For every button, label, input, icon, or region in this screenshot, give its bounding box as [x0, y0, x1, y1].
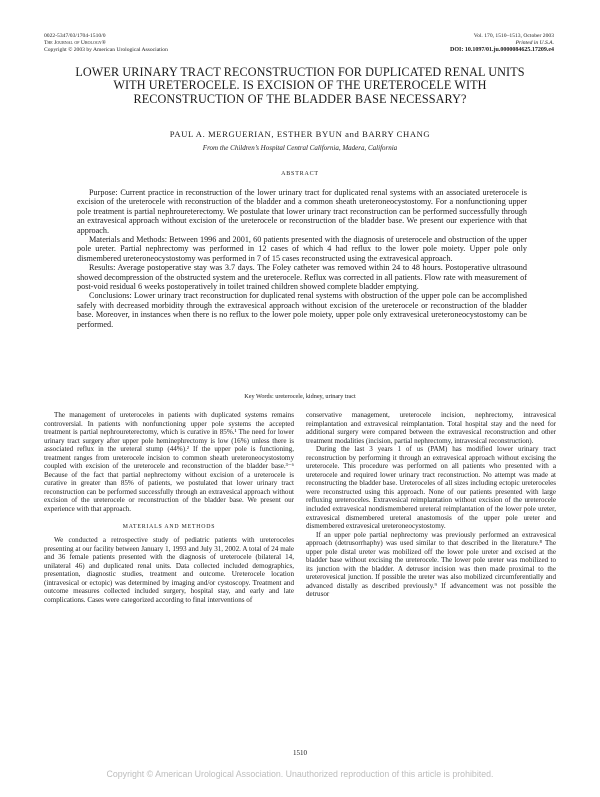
- abstract-heading: ABSTRACT: [281, 171, 319, 177]
- copyright-watermark: Copyright © American Urological Association. Unauthorized reproduction of this article is prohibited.: [106, 769, 494, 779]
- article-title: LOWER URINARY TRACT RECONSTRUCTION FOR DUPLICATED RENAL UNITS WITH URETEROCELE. IS EXCISION OF THE URETEROCELE WITH RECONSTRUCTION OF THE BLADDER BASE NECESSARY?: [75, 65, 525, 106]
- keywords-line: Key Words: ureterocele, kidney, urinary tract: [244, 393, 356, 400]
- methods-heading: MATERIALS AND METHODS: [122, 523, 216, 530]
- technique-paragraph: During the last 3 years 1 of us (PAM) has modified lower urinary tract reconstruction by performing it through an extravesical approach without excising the ureterocele. This procedure was performed on all patients who presented with a ureterocele and required lower urinary tract reconstruction. No attempt was made at reconstructing the bladder base. Ureteroceles of all sizes including ectopic ureteroceles were reconstructed using this approach. None of our patients presented with large refluxing ureteroceles. Extravesical reimplantation without excision of the ureterocele included extravesical nondismembered ureteral reimplantation of the lower pole ureter, extravesical dismembered ureteral anastomosis of the upper pole ureter and dismembered extravesical ureteroneocystostomy.: [306, 445, 556, 531]
- copyright-line: Copyright © 2003 by American Urological Association: [44, 47, 168, 54]
- abstract-purpose: Purpose: Current practice in reconstruction of the lower urinary tract for duplicated renal systems with an associated ureterocele is excision of the ureterocele with reconstruction of the bladder and a common sheath ureteroneocystostomy. For a nonfunctioning upper pole treatment is partial nephroureterectomy. We postulate that lower urinary tract reconstruction can be performed successfully through an extravesical approach without excision of the ureterocele or reconstruction of the bladder base. We present our experience with that approach.: [77, 188, 527, 235]
- journal-header-right: [450, 33, 554, 55]
- issn-line: 0022-5347/03/1704-1510/0: [44, 33, 106, 39]
- journal-name: The Journal of Urology®: [44, 40, 106, 47]
- author-affiliation: From the Children’s Hospital Central California, Madera, California: [202, 144, 398, 152]
- body-column-left: [44, 411, 294, 604]
- article-authors: PAUL A. MERGUERIAN, ESTHER BYUN and BARRY CHANG: [169, 129, 431, 139]
- journal-header-left: [44, 33, 168, 55]
- abstract-conclusions: Conclusions: Lower urinary tract reconstruction for duplicated renal systems with obstruction of the upper pole can be accomplished safely with decreased morbidity through the extravesical approach without excision of the ureterocele or reconstruction of the bladder base. Moreover, in instances when there is no reflux to the lower pole moiety, upper pole only extravesical ureteroneocystostomy can be performed.: [77, 291, 527, 329]
- printed-line: Printed in U.S.A.: [515, 40, 554, 47]
- methods-paragraph-continued: conservative management, ureterocele incision, nephrectomy, intravesical reimplantation and extravesical reimplantation. Total hospital stay and the need for additional surgery were compared between the extravesical reconstruction and other treatment modalities (incision, partial nephrectomy, intravesical reconstruction).: [306, 411, 556, 445]
- abstract-results: Results: Average postoperative stay was 3.7 days. The Foley catheter was removed within 24 to 48 hours. Postoperative ultrasound showed decompression of the obstructed system and the ureterocele. Reflux was corrected in all patients. Flow rate with measurement of post-void residual 6 weeks postoperatively in toilet trained children showed complete bladder emptying.: [77, 263, 527, 292]
- intro-paragraph: The management of ureteroceles in patients with duplicated systems remains controversial. In patients with nonfunctioning upper pole systems the accepted treatment is partial nephroureterectomy, which is curative in 85%.¹ The need for lower urinary tract surgery after upper pole heminephrectomy is low (16%) unless there is associated reflux in the ureteral stump (44%).² If the upper pole is functioning, treatment ranges from ureterocele incision to common sheath ureteroneocystostomy coupled with excision of the ureterocele and reconstruction of the bladder base.³⁻⁶ Because of the fact that partial nephrectomy without excision of a ureterocele is curative in greater than 85% of patients, we postulated that lower urinary tract reconstruction can be performed successfully through an extravesical approach without excision of the ureterocele or reconstruction of the bladder base. We present our experience with that approach.: [44, 411, 294, 514]
- doi-line: DOI: 10.1097/01.ju.0000084625.17209.e4: [450, 47, 554, 54]
- body-column-right: [306, 411, 556, 599]
- page-number: 1510: [293, 749, 307, 757]
- detrusorrhaphy-paragraph: If an upper pole partial nephrectomy was previously performed an extravesical approach (detrusorrhaphy) was used similar to that described in the literature.⁸ The upper pole distal ureter was mobilized off the lower pole ureter and excised at the bladder base without excising the ureterocele. The lower pole ureter was mobilized to its junction with the bladder. A detrusor incision was then made proximal to the ureterovesical junction. If possible the ureter was also mobilized circumferentially and advanced distally as described previously.⁹ If advancement was not possible the detrusor: [306, 530, 556, 599]
- abstract-body: [77, 188, 527, 329]
- methods-paragraph: We conducted a retrospective study of pediatric patients with ureteroceles presenting at our facility between January 1, 1993 and July 31, 2002. A total of 24 male and 36 female patients presented with the diagnosis of ureterocele (bilateral 14, unilateral 46) and duplicated renal units. Data collected included demographics, presentation, diagnostic studies, treatment and outcome. Ureterocele location (intravesical or ectopic) was determined by imaging and/or cystoscopy. Treatment and outcome measures collected included surgery, hospital stay, and early and late complications. Cases were categorized according to final interventions of: [44, 536, 294, 604]
- volume-line: Vol. 170, 1510–1513, October 2003: [473, 33, 554, 39]
- abstract-methods: Materials and Methods: Between 1996 and 2001, 60 patients presented with the diagnosis of ureterocele and obstruction of the upper pole ureter. Partial nephrectomy was performed in 12 cases of which 4 had reflux to the lower pole moiety. Upper pole only dismembered ureteroneocystostomy was performed in 7 of 15 cases reconstructed using the extravesical approach.: [77, 235, 527, 263]
